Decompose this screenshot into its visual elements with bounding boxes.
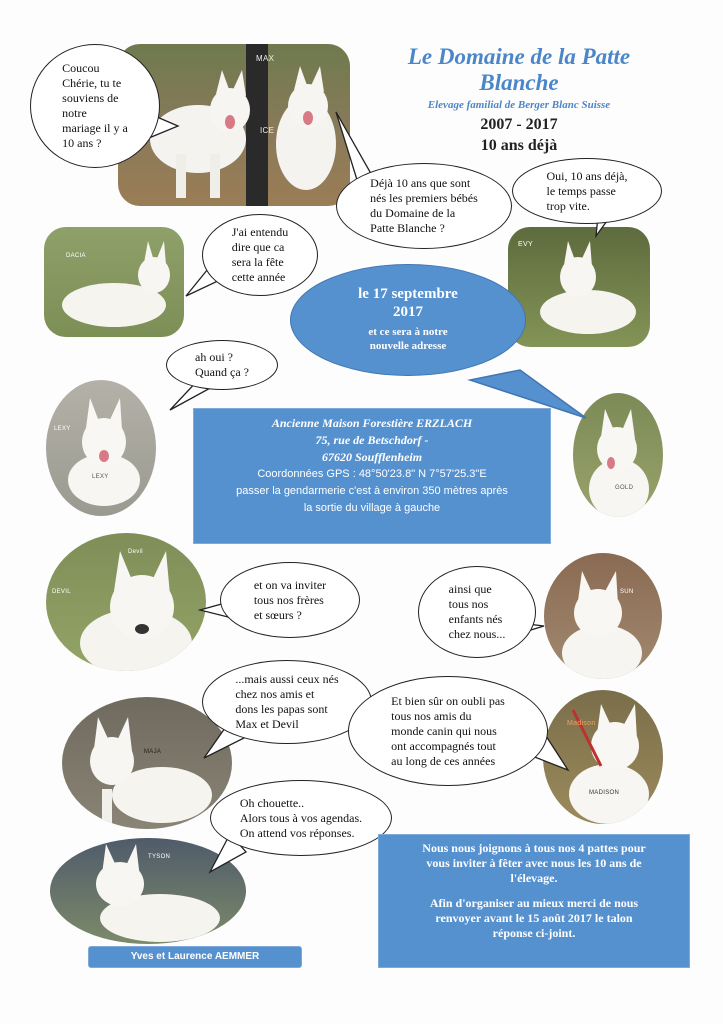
label-sun: SUN	[620, 589, 634, 595]
bubble-coucou-line: Chérie, tu te	[62, 76, 122, 90]
bubble-mais-line: Max et Devil	[235, 717, 299, 731]
invite-p1-line: l'élevage.	[510, 871, 558, 885]
bubble-mais-line: chez nos amis et	[235, 687, 315, 701]
label-madison: MADISON	[589, 790, 620, 796]
bubble-entendu-line: dire que ca	[231, 240, 285, 254]
years: 2007 - 2017	[480, 116, 558, 133]
bubble-deja	[336, 163, 512, 249]
bubble-ahoui-line: Quand ça ?	[195, 365, 249, 379]
bubble-oui-line: le temps passe	[546, 183, 616, 198]
bubble-ainsi-line: ainsi que	[448, 582, 492, 596]
bubble-inviter	[220, 562, 360, 638]
bubble-coucou-line: souviens de	[62, 91, 119, 105]
bubble-entendu-line: sera la fête	[231, 255, 284, 269]
bubble-oui-line: Oui, 10 ans déjà,	[546, 168, 628, 183]
bubble-chouette-line: On attend vos réponses.	[239, 825, 355, 840]
address-street: 75, rue de Betschdorf -	[315, 433, 429, 447]
bubble-coucou-line: 10 ans ?	[62, 136, 102, 150]
bubble-deja-line: Patte Blanche ?	[370, 221, 445, 235]
bubble-ainsi-line: chez nous...	[448, 627, 506, 641]
invite-box	[378, 834, 690, 968]
label-devil: DEVIL	[52, 589, 71, 595]
bubble-mais-line: ...mais aussi ceux nés	[235, 672, 339, 686]
bubble-entendu	[202, 214, 318, 296]
date-line-4: nouvelle adresse	[369, 340, 447, 352]
date-line-2: 2017	[393, 304, 423, 320]
bubble-coucou-line: Coucou	[62, 61, 100, 75]
bubble-chouette	[210, 780, 392, 856]
address-gps: Coordonnées GPS : 48°50'23.8" N 7°57'25.3"E	[257, 468, 487, 480]
label-dacia: DACIA	[66, 253, 86, 259]
label-devil-2: Devil	[128, 549, 143, 555]
address-direction-1: passer la gendarmerie c'est à environ 350 mètres après	[236, 485, 508, 497]
bubble-bien-line: ont accompagnés tout	[391, 738, 496, 753]
bubble-bien-line: monde canin qui nous	[391, 723, 497, 738]
bubble-bien-line: Et bien sûr on oubli pas	[391, 693, 505, 708]
label-lexy: LEXY	[54, 426, 71, 432]
signature-bar: Yves et Laurence AEMMER	[88, 946, 302, 968]
bubble-ainsi-line: tous nos	[448, 597, 489, 611]
address-city: 67620 Soufflenheim	[321, 450, 423, 464]
bubble-ahoui-line: ah oui ?	[195, 350, 233, 364]
bubble-ainsi	[418, 566, 536, 658]
label-tyson: TYSON	[148, 854, 171, 860]
bubble-chouette-line: Oh chouette..	[239, 795, 305, 810]
title-line-1: Le Domaine de la Patte	[407, 44, 631, 69]
bubble-inviter-line: et sœurs ?	[253, 607, 302, 622]
label-gold: GOLD	[615, 485, 634, 491]
bubble-bien-line: au long de ces années	[391, 753, 496, 768]
bubble-ah-oui	[166, 340, 278, 390]
label-evy: EVY	[518, 241, 533, 248]
invite-p2-line: réponse ci-joint.	[492, 926, 576, 940]
label-madison-2: Madison	[567, 720, 596, 727]
bubble-inviter-line: et on va inviter	[253, 577, 327, 592]
label-ice: ICE	[260, 126, 275, 135]
bubble-coucou	[30, 44, 160, 168]
bubble-deja-line: nés les premiers bébés	[370, 191, 478, 205]
invite-p2-line: Afin d'organiser au mieux merci de nous	[429, 896, 639, 910]
label-lexy-2: LEXY	[92, 474, 109, 480]
bubble-oui	[512, 158, 662, 224]
date-line-3: et ce sera à notre	[368, 326, 448, 338]
bubble-mais-line: dons les papas sont	[235, 702, 328, 716]
address-direction-2: la sortie du village à gauche	[303, 502, 441, 514]
bubble-deja-line: Déjà 10 ans que sont	[370, 176, 471, 190]
label-max: MAX	[256, 54, 275, 63]
invite-p1-line: Nous nous joignons à tous nos 4 pattes pour	[422, 841, 646, 855]
bubble-entendu-line: cette année	[231, 270, 286, 284]
bubble-ainsi-line: enfants nés	[448, 612, 503, 626]
title-line-2: Blanche	[479, 70, 559, 95]
bubble-oui-line: trop vite.	[546, 198, 590, 213]
invite-p2-line: renvoyer avant le 15 août 2017 le talon	[435, 911, 633, 925]
date-line-1: le 17 septembre	[358, 286, 458, 302]
date-bubble	[290, 264, 526, 376]
bubble-bien-line: tous nos amis du	[391, 708, 472, 723]
address-name: Ancienne Maison Forestière ERZLACH	[271, 416, 473, 430]
invite-p1-line: vous inviter à fêter avec nous les 10 ans de	[426, 856, 642, 870]
tagline: 10 ans déjà	[480, 137, 558, 154]
bubble-entendu-line: J'ai entendu	[231, 225, 289, 239]
bubble-coucou-line: notre	[62, 106, 87, 120]
label-maja: MAJA	[144, 749, 162, 755]
address-box	[193, 408, 551, 544]
bubble-chouette-line: Alors tous à vos agendas.	[239, 810, 363, 825]
bubble-mais	[202, 660, 372, 744]
subtitle: Elevage familial de Berger Blanc Suisse	[427, 99, 611, 111]
bubble-coucou-line: mariage il y a	[62, 121, 128, 135]
bubble-inviter-line: tous nos frères	[253, 592, 324, 607]
bubble-deja-line: du Domaine de la	[370, 206, 456, 220]
bubble-bien	[348, 676, 548, 786]
